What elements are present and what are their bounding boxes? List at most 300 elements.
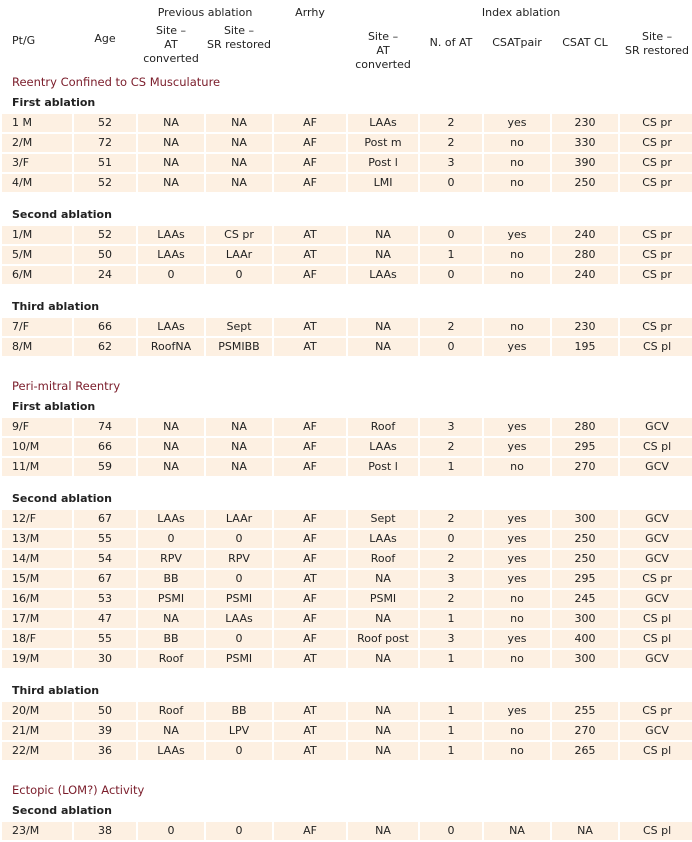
table-cell: AT [274, 742, 346, 762]
header-arrhy-empty [274, 24, 346, 72]
group-label-row [2, 396, 692, 418]
table-cell: 250 [552, 550, 618, 570]
table-cell: 50 [74, 246, 136, 266]
table-cell: 7/F [2, 318, 72, 338]
header-index-site-at: Site – AT converted [355, 30, 411, 71]
table-row [2, 134, 692, 154]
table-cell: NA [138, 134, 204, 154]
group-label-row [2, 204, 692, 226]
table-cell: 0 [138, 266, 204, 286]
table-cell: 51 [74, 154, 136, 174]
table-cell: LAAs [138, 742, 204, 762]
table-cell: yes [484, 702, 550, 722]
table-cell: Roof [138, 702, 204, 722]
table-cell: AT [274, 246, 346, 266]
table-row [2, 246, 692, 266]
table-row [2, 318, 692, 338]
table-cell: CS pl [620, 338, 692, 358]
table-cell: 1 [420, 610, 482, 630]
header-csat-cl: CSAT CL [562, 36, 608, 49]
table-cell: 36 [74, 742, 136, 762]
table-cell: NA [206, 438, 272, 458]
table-cell: 20/M [2, 702, 72, 722]
header-age: Age [94, 31, 116, 45]
table-cell: LPV [206, 722, 272, 742]
group-label: Third ablation [2, 296, 692, 318]
table-cell: AT [274, 702, 346, 722]
table-cell: 0 [138, 822, 204, 842]
table-cell: 11/M [2, 458, 72, 478]
table-cell: NA [138, 174, 204, 194]
table-cell: PSMI [348, 590, 418, 610]
table-cell: 52 [74, 226, 136, 246]
table-cell: Roof [138, 650, 204, 670]
spacer-cell [2, 194, 692, 204]
group-label-row [2, 296, 692, 318]
table-row [2, 510, 692, 530]
table-row [2, 590, 692, 610]
table-cell: 3 [420, 418, 482, 438]
table-cell: NA [552, 822, 618, 842]
table-cell: 1 [420, 650, 482, 670]
table-cell: 270 [552, 722, 618, 742]
table-cell: 67 [74, 510, 136, 530]
table-cell: yes [484, 630, 550, 650]
table-cell: AF [274, 458, 346, 478]
table-cell: GCV [620, 530, 692, 550]
table-cell: GCV [620, 550, 692, 570]
table-cell: 18/F [2, 630, 72, 650]
table-cell: RPV [206, 550, 272, 570]
table-cell: CS pr [620, 570, 692, 590]
table-cell: BB [206, 702, 272, 722]
table-cell: 55 [74, 630, 136, 650]
table-cell: AT [274, 722, 346, 742]
table-cell: RPV [138, 550, 204, 570]
section-title: Peri-mitral Reentry [2, 376, 692, 396]
table-cell: 0 [206, 530, 272, 550]
section-title-row [2, 780, 692, 800]
table-cell: AT [274, 570, 346, 590]
table-cell: 3 [420, 630, 482, 650]
table-cell: AF [274, 174, 346, 194]
table-cell: 12/F [2, 510, 72, 530]
header-csatpair: CSATpair [492, 36, 542, 49]
table-cell: 23/M [2, 822, 72, 842]
table-cell: 1 [420, 742, 482, 762]
table-cell: Sept [348, 510, 418, 530]
table-cell: yes [484, 338, 550, 358]
table-cell: 17/M [2, 610, 72, 630]
table-cell: 1/M [2, 226, 72, 246]
table-cell: NA [138, 458, 204, 478]
group-label-row [2, 800, 692, 822]
table-cell: NA [348, 742, 418, 762]
table-cell: CS pr [620, 174, 692, 194]
table-cell: PSMI [206, 590, 272, 610]
header-prev-site-sr: Site – SR restored [207, 24, 271, 51]
table-cell: 5/M [2, 246, 72, 266]
table-cell: NA [138, 418, 204, 438]
group-spacer [2, 670, 692, 680]
header-index-ablation: Index ablation [481, 6, 561, 19]
table-cell: 0 [206, 742, 272, 762]
table-cell: 0 [420, 226, 482, 246]
header-n-of-at: N. of AT [429, 36, 473, 49]
table-cell: NA [348, 226, 418, 246]
table-cell: CS pr [620, 246, 692, 266]
table-cell: 2 [420, 114, 482, 134]
table-cell: 250 [552, 530, 618, 550]
table-cell: 0 [206, 822, 272, 842]
table-cell: LAAs [348, 438, 418, 458]
table-cell: 74 [74, 418, 136, 438]
table-row [2, 550, 692, 570]
table-cell: 59 [74, 458, 136, 478]
table-cell: NA [138, 114, 204, 134]
table-cell: 1 [420, 722, 482, 742]
table-cell: 0 [420, 530, 482, 550]
table-cell: 14/M [2, 550, 72, 570]
group-label: Third ablation [2, 680, 692, 702]
table-cell: 52 [74, 174, 136, 194]
table-cell: 2 [420, 550, 482, 570]
table-cell: PSMIBB [206, 338, 272, 358]
table-cell: NA [206, 174, 272, 194]
table-cell: 6/M [2, 266, 72, 286]
table-row [2, 338, 692, 358]
table-cell: 2/M [2, 134, 72, 154]
table-cell: yes [484, 530, 550, 550]
table-row [2, 530, 692, 550]
table-cell: NA [138, 438, 204, 458]
table-cell: GCV [620, 590, 692, 610]
table-cell: NA [206, 458, 272, 478]
table-cell: 330 [552, 134, 618, 154]
table-row [2, 154, 692, 174]
table-cell: 2 [420, 510, 482, 530]
table-cell: yes [484, 510, 550, 530]
table-cell: 16/M [2, 590, 72, 610]
table-cell: 300 [552, 650, 618, 670]
table-cell: 1 [420, 246, 482, 266]
table-cell: 21/M [2, 722, 72, 742]
group-label: First ablation [2, 396, 692, 418]
table-cell: LAAs [206, 610, 272, 630]
table-cell: NA [348, 318, 418, 338]
table-row [2, 702, 692, 722]
table-cell: CS pl [620, 822, 692, 842]
table-cell: 10/M [2, 438, 72, 458]
table-cell: 66 [74, 318, 136, 338]
table-cell: 13/M [2, 530, 72, 550]
table-cell: AF [274, 630, 346, 650]
table-cell: NA [348, 570, 418, 590]
table-cell: BB [138, 570, 204, 590]
table-row [2, 630, 692, 650]
table-cell: no [484, 722, 550, 742]
table-cell: 47 [74, 610, 136, 630]
table-cell: 4/M [2, 174, 72, 194]
table-cell: 230 [552, 114, 618, 134]
table-cell: 54 [74, 550, 136, 570]
table-cell: yes [484, 570, 550, 590]
table-cell: NA [348, 822, 418, 842]
table-cell: NA [138, 610, 204, 630]
section-spacer [2, 358, 692, 376]
table-cell: CS pr [620, 702, 692, 722]
table-cell: CS pr [620, 114, 692, 134]
table-cell: yes [484, 418, 550, 438]
section-title-row [2, 376, 692, 396]
table-cell: NA [206, 114, 272, 134]
table-cell: 53 [74, 590, 136, 610]
table-cell: CS pr [206, 226, 272, 246]
table-cell: no [484, 318, 550, 338]
group-label: Second ablation [2, 488, 692, 510]
table-cell: 62 [74, 338, 136, 358]
table-cell: GCV [620, 722, 692, 742]
table-cell: PSMI [206, 650, 272, 670]
table-cell: AT [274, 338, 346, 358]
table-cell: AF [274, 266, 346, 286]
table-cell: 0 [420, 338, 482, 358]
table-cell: 39 [74, 722, 136, 742]
table-cell: AF [274, 134, 346, 154]
table-cell: yes [484, 114, 550, 134]
table-cell: NA [138, 154, 204, 174]
table-cell: no [484, 246, 550, 266]
table-cell: AF [274, 550, 346, 570]
header-index-site-sr: Site – SR restored [625, 30, 690, 57]
table-cell: no [484, 610, 550, 630]
table-cell: 0 [138, 530, 204, 550]
group-label-row [2, 680, 692, 702]
table-cell: no [484, 174, 550, 194]
table-cell: no [484, 458, 550, 478]
table-cell: NA [206, 418, 272, 438]
spacer-cell [2, 670, 692, 680]
group-label-row [2, 488, 692, 510]
group-label: Second ablation [2, 204, 692, 226]
table-cell: CS pl [620, 630, 692, 650]
table-cell: 0 [206, 266, 272, 286]
group-spacer [2, 286, 692, 296]
table-cell: 72 [74, 134, 136, 154]
group-spacer [2, 194, 692, 204]
table-cell: NA [348, 246, 418, 266]
table-cell: Roof [348, 418, 418, 438]
table-cell: 3 [420, 154, 482, 174]
table-cell: 15/M [2, 570, 72, 590]
table-cell: PSMI [138, 590, 204, 610]
spacer-cell [2, 762, 692, 780]
table-cell: AF [274, 822, 346, 842]
table-cell: NA [348, 702, 418, 722]
table-cell: yes [484, 226, 550, 246]
table-cell: CS pl [620, 610, 692, 630]
table-cell: 390 [552, 154, 618, 174]
spacer-cell [2, 478, 692, 488]
table-cell: CS pr [620, 266, 692, 286]
table-cell: 55 [74, 530, 136, 550]
table-cell: 19/M [2, 650, 72, 670]
table-row [2, 174, 692, 194]
table-cell: 30 [74, 650, 136, 670]
table-row [2, 650, 692, 670]
table-cell: NA [348, 722, 418, 742]
table-cell: 2 [420, 134, 482, 154]
table-cell: LAAs [348, 530, 418, 550]
table-cell: LAAs [348, 266, 418, 286]
table-cell: 0 [420, 266, 482, 286]
table-cell: CS pl [620, 438, 692, 458]
table-cell: AF [274, 438, 346, 458]
table-cell: AT [274, 226, 346, 246]
table-cell: AF [274, 510, 346, 530]
table-cell: CS pr [620, 318, 692, 338]
table-cell: LAAr [206, 510, 272, 530]
table-cell: GCV [620, 458, 692, 478]
table-cell: 230 [552, 318, 618, 338]
table-cell: 66 [74, 438, 136, 458]
table-cell: LAAs [348, 114, 418, 134]
table-cell: no [484, 154, 550, 174]
table-cell: 270 [552, 458, 618, 478]
table-cell: AF [274, 610, 346, 630]
table-cell: 1 [420, 458, 482, 478]
table-cell: 2 [420, 590, 482, 610]
table-cell: 1 [420, 702, 482, 722]
table-cell: NA [484, 822, 550, 842]
table-cell: LMI [348, 174, 418, 194]
table-cell: 52 [74, 114, 136, 134]
table-cell: Post l [348, 458, 418, 478]
section-title: Reentry Confined to CS Musculature [2, 72, 692, 92]
header-row-1 [2, 0, 692, 24]
table-cell: BB [138, 630, 204, 650]
table-cell: 0 [206, 630, 272, 650]
table-cell: AF [274, 530, 346, 550]
table-cell: CS pr [620, 134, 692, 154]
table-cell: 295 [552, 438, 618, 458]
table-cell: 0 [206, 570, 272, 590]
table-cell: Roof post [348, 630, 418, 650]
table-cell: 0 [420, 174, 482, 194]
table-cell: 280 [552, 246, 618, 266]
table-cell: yes [484, 550, 550, 570]
table-cell: 8/M [2, 338, 72, 358]
table-cell: CS pr [620, 226, 692, 246]
table-cell: NA [348, 650, 418, 670]
group-label: First ablation [2, 92, 692, 114]
table-cell: GCV [620, 418, 692, 438]
table-cell: LAAs [138, 318, 204, 338]
table-cell: NA [348, 610, 418, 630]
table-cell: CS pl [620, 742, 692, 762]
table-cell: NA [138, 722, 204, 742]
table-row [2, 570, 692, 590]
table-cell: 1 M [2, 114, 72, 134]
table-row [2, 114, 692, 134]
table-cell: 38 [74, 822, 136, 842]
table-cell: 240 [552, 266, 618, 286]
table-cell: NA [206, 154, 272, 174]
table-cell: 195 [552, 338, 618, 358]
section-title-row [2, 72, 692, 92]
table-cell: CS pr [620, 154, 692, 174]
table-cell: AF [274, 154, 346, 174]
table-cell: 67 [74, 570, 136, 590]
table-cell: GCV [620, 510, 692, 530]
header-previous-ablation: Previous ablation [157, 6, 253, 19]
table-cell: 250 [552, 174, 618, 194]
table-row [2, 458, 692, 478]
table-cell: 400 [552, 630, 618, 650]
table-cell: 2 [420, 438, 482, 458]
table-cell: 22/M [2, 742, 72, 762]
table-cell: 50 [74, 702, 136, 722]
table-cell: LAAr [206, 246, 272, 266]
table-cell: 24 [74, 266, 136, 286]
table-cell: 245 [552, 590, 618, 610]
table-cell: yes [484, 438, 550, 458]
table-cell: 295 [552, 570, 618, 590]
spacer-cell [2, 286, 692, 296]
table-row [2, 610, 692, 630]
table-row [2, 742, 692, 762]
table-cell: no [484, 742, 550, 762]
section-spacer [2, 762, 692, 780]
header-arrhy: Arrhy [295, 6, 325, 19]
group-spacer [2, 478, 692, 488]
table-cell: LAAs [138, 246, 204, 266]
table-cell: 3/F [2, 154, 72, 174]
table-cell: 9/F [2, 418, 72, 438]
table-cell: no [484, 590, 550, 610]
table-row [2, 418, 692, 438]
table-body [2, 72, 692, 842]
header-ptg: Pt/G [12, 33, 36, 47]
section-title: Ectopic (LOM?) Activity [2, 780, 692, 800]
group-label: Second ablation [2, 800, 692, 822]
table-cell: 280 [552, 418, 618, 438]
table-cell: LAAs [138, 226, 204, 246]
table-cell: Roof [348, 550, 418, 570]
table-row [2, 438, 692, 458]
table-cell: AF [274, 590, 346, 610]
table-cell: Sept [206, 318, 272, 338]
table-cell: 2 [420, 318, 482, 338]
table-cell: 300 [552, 610, 618, 630]
table-cell: 300 [552, 510, 618, 530]
table-cell: AT [274, 318, 346, 338]
table-cell: no [484, 650, 550, 670]
table-cell: Post l [348, 154, 418, 174]
table-cell: AF [274, 418, 346, 438]
group-label-row [2, 92, 692, 114]
table-row [2, 226, 692, 246]
table-cell: 0 [420, 822, 482, 842]
table-cell: 265 [552, 742, 618, 762]
table-cell: AT [274, 650, 346, 670]
table-row [2, 822, 692, 842]
table-cell: GCV [620, 650, 692, 670]
table-cell: NA [206, 134, 272, 154]
table-cell: NA [348, 338, 418, 358]
table-cell: RoofNA [138, 338, 204, 358]
table-row [2, 722, 692, 742]
